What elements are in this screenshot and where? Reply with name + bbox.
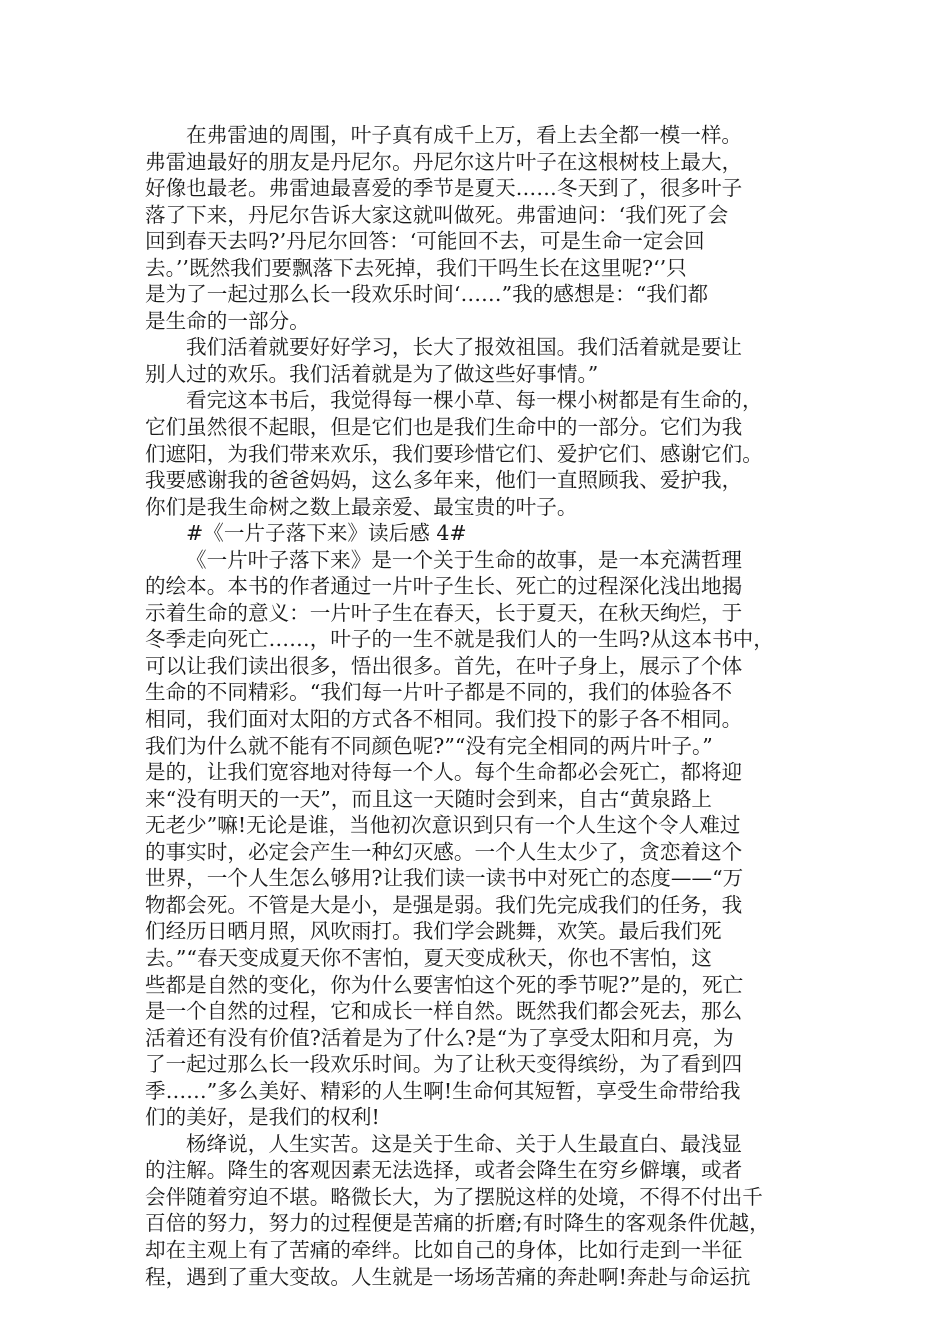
text-line: 我要感谢我的爸爸妈妈，这么多年来，他们一直照顾我、爱护我， — [145, 468, 743, 493]
text-line: 的绘本。本书的作者通过一片叶子生长、死亡的过程深化浅出地揭 — [145, 574, 743, 599]
document-page — [145, 122, 825, 1290]
text-line: 世界，一个人生怎么够用?让我们读一读书中对死亡的态度——“万 — [145, 866, 744, 891]
text-line: 物都会死。不管是大是小，是强是弱。我们先完成我们的任务，我 — [145, 892, 743, 917]
text-line: 别人过的欢乐。我们活着就是为了做这些好事情。” — [145, 361, 599, 386]
text-line: 是的，让我们宽容地对待每一个人。每个生命都必会死亡，都将迎 — [145, 760, 743, 785]
text-line: 是一个自然的过程，它和成长一样自然。既然我们都会死去，那么 — [145, 999, 743, 1024]
text-line: 你们是我生命树之数上最亲爱、最宝贵的叶子。 — [145, 494, 578, 519]
text-line: 的注解。降生的客观因素无法选择，或者会降生在穷乡僻壤，或者 — [145, 1158, 743, 1183]
text-line: 《一片叶子落下来》是一个关于生命的故事，是一本充满哲理 — [186, 547, 743, 572]
text-line: 我们活着就要好好学习，长大了报效祖国。我们活着就是要让 — [186, 335, 743, 360]
text-line: 回到春天去吗?’丹尼尔回答：‘可能回不去，可是生命一定会回 — [145, 229, 705, 254]
text-line: 弗雷迪最好的朋友是丹尼尔。丹尼尔这片叶子在这根树枝上最大， — [145, 149, 743, 174]
text-line: 百倍的努力，努力的过程便是苦痛的折磨;有时降生的客观条件优越， — [145, 1211, 770, 1236]
text-line: #《一片子落下来》读后感 4# — [186, 521, 467, 546]
text-line: 的事实时，必定会产生一种幻灭感。一个人生太少了，贪恋着这个 — [145, 839, 743, 864]
text-line: 来“没有明天的一天”，而且这一天随时会到来，自古“黄泉路上 — [145, 786, 713, 811]
text-line: 活着还有没有价值?活着是为了什么?是“为了享受太阳和月亮，为 — [145, 1025, 734, 1050]
text-line: 会伴随着穷迫不堪。略微长大，为了摆脱这样的处境，不得不付出千 — [145, 1184, 763, 1209]
text-line: 去。”“春天变成夏天你不害怕，夏天变成秋天，你也不害怕，这 — [145, 945, 712, 970]
text-line: 看完这本书后，我觉得每一棵小草、每一棵小树都是有生命的， — [186, 388, 763, 413]
text-line: 示着生命的意义：一片叶子生在春天，长于夏天，在秋天绚烂，于 — [145, 600, 743, 625]
text-line: 生命的不同精彩。“我们每一片叶子都是不同的，我们的体验各不 — [145, 680, 733, 705]
text-line: 好像也最老。弗雷迪最喜爱的季节是夏天……冬天到了，很多叶子 — [145, 176, 743, 201]
text-line: 却在主观上有了苦痛的牵绊。比如自己的身体，比如行走到一半征 — [145, 1237, 743, 1262]
text-line: 们经历日晒月照，风吹雨打。我们学会跳舞，欢笑。最后我们死 — [145, 919, 722, 944]
text-line: 冬季走向死亡……，叶子的一生不就是我们人的一生吗?从这本书中， — [145, 627, 774, 652]
text-line: 些都是自然的变化，你为什么要害怕这个死的季节呢?”是的，死亡 — [145, 972, 744, 997]
text-line: 相同，我们面对太阳的方式各不相同。我们投下的影子各不相同。 — [145, 707, 743, 732]
text-line: 是生命的一部分。 — [145, 308, 310, 333]
text-line: 落了下来，丹尼尔告诉大家这就叫做死。弗雷迪问：‘我们死了会 — [145, 202, 729, 227]
text-line: 是为了一起过那么长一段欢乐时间‘……”我的感想是：“我们都 — [145, 282, 709, 307]
text-line: 无老少”嘛!无论是谁，当他初次意识到只有一个人生这个令人难过 — [145, 813, 741, 838]
text-line: 它们虽然很不起眼，但是它们也是我们生命中的一部分。它们为我 — [145, 415, 743, 440]
text-line: 我们为什么就不能有不同颜色呢?”“没有完全相同的两片叶子。” — [145, 733, 713, 758]
text-line: 去。’’既然我们要飘落下去死掉，我们干吗生长在这里呢?‘’只 — [145, 255, 687, 280]
text-line: 们遮阳，为我们带来欢乐，我们要珍惜它们、爱护它们、感谢它们。 — [145, 441, 763, 466]
text-line: 了一起过那么长一段欢乐时间。为了让秋天变得缤纷，为了看到四 — [145, 1052, 743, 1077]
text-line: 杨绛说，人生实苦。这是关于生命、关于人生最直白、最浅显 — [186, 1131, 743, 1156]
text-line: 程，遇到了重大变故。人生就是一场场苦痛的奔赴啊!奔赴与命运抗 — [145, 1264, 751, 1289]
text-line: 季……”多么美好、精彩的人生啊!生命何其短暂，享受生命带给我 — [145, 1078, 741, 1103]
text-line: 在弗雷迪的周围，叶子真有成千上万，看上去全都一模一样。 — [186, 123, 743, 147]
text-line: 们的美好，是我们的权利! — [145, 1105, 380, 1130]
text-line: 可以让我们读出很多，悟出很多。首先，在叶子身上，展示了个体 — [145, 653, 743, 678]
